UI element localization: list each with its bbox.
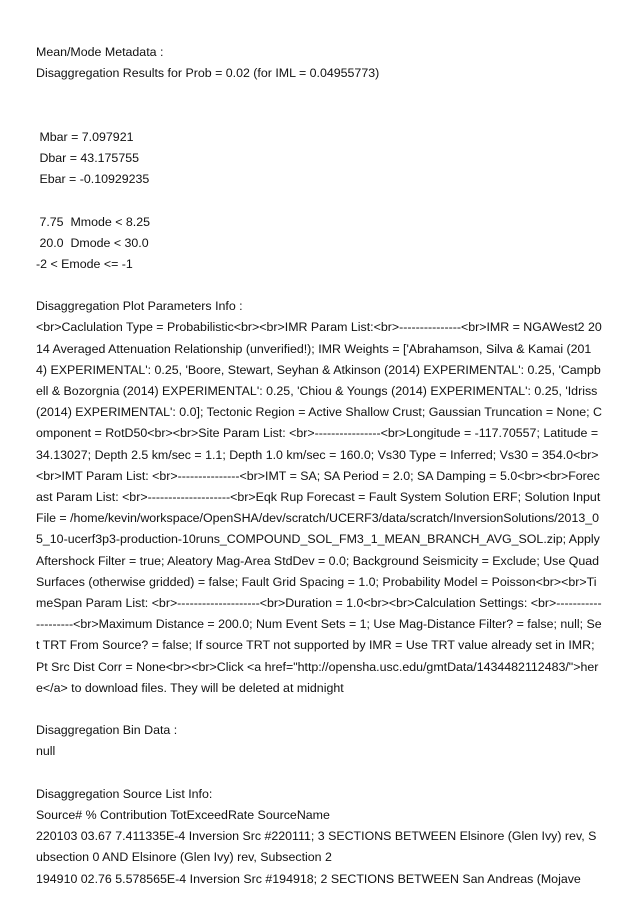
mbar-value: Mbar = 7.097921 [36,129,134,144]
source-list-heading: Disaggregation Source List Info: [36,786,213,801]
spacer [36,84,602,105]
source-row: 194910 02.76 5.578565E-4 Inversion Src #194918; 2 SECTIONS BETWEEN San Andreas (Mojave [36,871,581,886]
spacer [36,699,602,720]
bin-data-heading: Disaggregation Bin Data : [36,723,178,738]
source-row: 220103 03.67 7.411335E-4 Inversion Src #220111; 3 SECTIONS BETWEEN Elsinore (Glen Ivy) rev, Subsection 0 AND Elsinore (Glen Ivy) rev, Subsection 2 [36,829,597,865]
emode-value: -2 < Emode <= -1 [36,256,133,271]
spacer [36,275,602,296]
dbar-value: Dbar = 43.175755 [36,150,139,165]
spacer [36,763,602,784]
document-text [36,42,602,890]
bin-data-value: null [36,744,56,759]
plot-params-body: <br>Caclulation Type = Probabilistic<br><br>IMR Param List:<br>---------------<br>IMR = NGAWest2 2014 Averaged Attenuation Relationship (unverified!); IMR Weights = ['Abrahamson, Silva & Kamai (2014) EXPERIMENTAL': 0.25, 'Boore, Stewart, Seyhan & Atkinson (2014) EXPERIMENTAL': 0.25, 'Campbell & Bozorgnia (2014) EXPERIMENTAL': 0.25, 'Chiou & Youngs (2014) EXPERIMENTAL': 0.25, 'Idriss (2014) EXPERIMENTAL': 0.0]; Tectonic Region = Active Shallow Crust; Gaussian Truncation = None; Component = RotD50<br><br>Site Param List: <br>----------------<br>Longitude = -117.70557; Latitude = 34.13027; Depth 2.5 km/sec = 1.1; Depth 1.0 km/sec = 160.0; Vs30 Type = Inferred; Vs30 = 354.0<br><br>IMT Param List: <br>---------------<br>IMT = SA; SA Period = 2.0; SA Damping = 5.0<br><br>Forecast Param List: <br>--------------------<br>Eqk Rup Forecast = Fault System Solution ERF; Solution Input File = /home/kevin/workspace/OpenSHA/dev/scratch/UCERF3/data/scratch/InversionSolutions/2013_05_10-ucerf3p3-production-10runs_COMPOUND_SOL_FM3_1_MEAN_BRANCH_AVG_SOL.zip; Apply Aftershock Filter = true; Aleatory Mag-Area StdDev = 0.0; Background Seismicity = Exclude; Use Quad Surfaces (otherwise gridded) = false; Fault Grid Spacing = 1.0; Probability Model = Poisson<br><br>TimeSpan Param List: <br>--------------------<br>Duration = 1.0<br><br>Calculation Settings: <br>--------------------<br>Maximum Distance = 200.0; Num Event Sets = 1; Use Mag-Distance Filter? = false; null; Set TRT From Source? = false; If source TRT not supported by IMR = Use TRT value already set in IMR; Pt Src Dist Corr = None<br><br>Click <a href="http://opensha.usc.edu/gmtData/1434482112483/">here</a> to download files. They will be deleted at midnight [36,320,602,695]
source-list-columns: Source# % Contribution TotExceedRate SourceName [36,808,330,823]
mmode-value: 7.75 Mmode < 8.25 [36,214,150,229]
plot-params-heading: Disaggregation Plot Parameters Info : [36,299,243,314]
dmode-value: 20.0 Dmode < 30.0 [36,235,149,250]
spacer [36,106,602,127]
spacer [36,190,602,211]
ebar-value: Ebar = -0.10929235 [36,172,150,187]
results-line: Disaggregation Results for Prob = 0.02 (for IML = 0.04955773) [36,66,380,81]
metadata-heading: Mean/Mode Metadata : [36,45,164,59]
